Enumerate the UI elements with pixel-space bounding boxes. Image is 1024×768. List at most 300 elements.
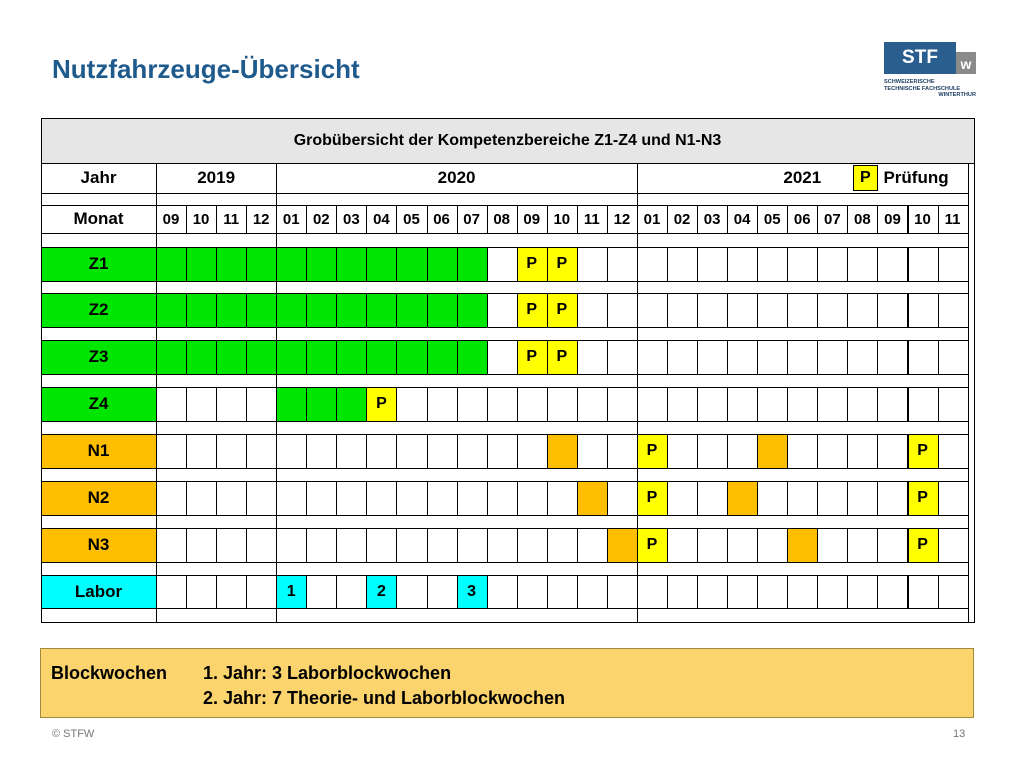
empty-cell [607,247,638,282]
month-header: 11 [583,210,600,228]
block-cell [306,293,337,328]
footer-copyright: © STFW [52,728,95,740]
empty-cell [787,481,818,516]
block-cell [607,528,638,563]
exam-marker: P [646,489,658,506]
month-header: 01 [282,210,300,228]
spacer-cell [637,421,969,435]
empty-cell [637,247,668,282]
block-cell [727,481,758,516]
empty-cell [697,247,728,282]
empty-cell [577,293,608,328]
empty-cell [757,387,788,422]
empty-cell [457,528,488,563]
spacer-cell [41,608,157,623]
empty-cell [577,528,608,563]
empty-cell [757,293,788,328]
empty-cell [877,481,908,516]
spacer-cell [637,515,969,529]
empty-cell [637,575,668,609]
row-label-z2: Z2 [88,300,109,319]
month-header: 05 [403,210,420,228]
block-cell [186,247,217,282]
empty-cell [487,434,518,469]
spacer-cell [156,327,277,341]
empty-cell [427,528,458,563]
logo-line-3: WINTERTHUR [938,92,976,99]
empty-cell [156,575,187,609]
exam-marker: P [556,301,568,318]
spacer-cell [276,421,638,435]
empty-cell [938,247,969,282]
empty-cell [156,434,187,469]
empty-cell [817,481,848,516]
empty-cell [517,434,548,469]
empty-cell [787,387,818,422]
empty-cell [938,481,969,516]
empty-cell [877,434,908,469]
empty-cell [757,481,788,516]
spacer-cell [156,608,277,623]
empty-cell [908,247,939,282]
lab-block-number: 2 [376,582,386,600]
empty-cell [487,293,518,328]
exam-marker: P [917,442,928,459]
empty-cell [877,387,908,422]
empty-cell [938,387,969,422]
month-header: 12 [252,210,270,228]
empty-cell [817,293,848,328]
empty-cell [787,293,818,328]
empty-cell [457,434,488,469]
block-cell [427,293,458,328]
empty-cell [938,293,969,328]
block-cell [186,293,217,328]
month-header: 07 [463,210,480,228]
spacer-cell [276,327,638,341]
empty-cell [817,247,848,282]
exam-marker: P [646,442,658,459]
spacer-cell [276,468,638,482]
spacer-cell [156,515,277,529]
empty-cell [667,340,698,375]
exam-marker: P [526,348,538,365]
empty-cell [547,575,578,609]
empty-cell [817,575,848,609]
block-cell [787,528,818,563]
empty-cell [938,434,969,469]
month-header: 06 [433,210,450,228]
empty-cell [517,481,548,516]
spacer-cell [41,233,157,248]
block-cell [457,293,488,328]
empty-cell [757,575,788,609]
block-cell [276,340,307,375]
spacer-cell [41,562,157,576]
month-header: 11 [944,210,961,228]
empty-cell [727,247,758,282]
empty-cell [186,387,217,422]
logo-w-box: w [956,52,976,74]
blockwochen-note [40,648,974,718]
spacer-cell [637,562,969,576]
empty-cell [457,387,488,422]
spacer-cell [41,421,157,435]
table-title: Grobübersicht der Kompetenzbereiche Z1-Z4 und N1-N3 [293,131,722,149]
block-cell [246,293,277,328]
empty-cell [607,340,638,375]
spacer-cell [156,468,277,482]
empty-cell [757,340,788,375]
month-header: 10 [553,210,571,228]
spacer-cell [41,374,157,388]
empty-cell [577,340,608,375]
block-cell [757,434,788,469]
block-cell [336,340,367,375]
empty-cell [847,387,878,422]
note-key: Blockwochen [51,663,168,683]
year-label: Jahr [80,168,117,187]
exam-marker: P [646,536,658,553]
empty-cell [246,434,277,469]
empty-cell [336,575,367,609]
spacer-cell [637,233,969,248]
empty-cell [817,340,848,375]
month-header: 02 [673,210,691,228]
empty-cell [487,387,518,422]
empty-cell [457,481,488,516]
empty-cell [427,481,458,516]
block-cell [306,340,337,375]
note-line-2: 2. Jahr: 7 Theorie- und Laborblockwochen [203,688,566,708]
empty-cell [877,575,908,609]
empty-cell [787,575,818,609]
exam-marker: P [376,395,387,412]
empty-cell [908,293,939,328]
empty-cell [727,528,758,563]
empty-cell [667,434,698,469]
empty-cell [156,387,187,422]
spacer-cell [637,327,969,341]
empty-cell [727,575,758,609]
block-cell [216,293,247,328]
block-cell [457,247,488,282]
legend-exam-label: Prüfung [883,168,949,187]
lab-block-number: 3 [467,582,477,600]
empty-cell [517,575,548,609]
block-cell [396,247,427,282]
spacer-cell [41,515,157,529]
logo-line-2: TECHNISCHE FACHSCHULE [884,85,961,92]
empty-cell [877,293,908,328]
empty-cell [427,434,458,469]
empty-cell [727,434,758,469]
block-cell [366,247,397,282]
month-header: 02 [312,210,330,228]
empty-cell [246,528,277,563]
empty-cell [246,575,277,609]
block-cell [186,340,217,375]
row-label-labor: Labor [74,581,123,601]
empty-cell [667,528,698,563]
empty-cell [697,528,728,563]
empty-cell [246,481,277,516]
block-cell [246,340,277,375]
block-cell [427,340,458,375]
empty-cell [517,528,548,563]
empty-cell [697,387,728,422]
block-cell [246,247,277,282]
empty-cell [817,387,848,422]
empty-cell [607,434,638,469]
spacer-cell [41,327,157,341]
month-header: 01 [643,210,661,228]
block-cell [427,247,458,282]
empty-cell [787,434,818,469]
legend-exam-symbol: P [860,168,871,186]
month-header: 07 [823,210,841,228]
month-header: 04 [733,210,751,228]
empty-cell [276,434,307,469]
row-label-z1: Z1 [88,254,109,273]
month-header: 04 [373,210,390,228]
empty-cell [577,247,608,282]
empty-cell [577,575,608,609]
empty-cell [667,247,698,282]
empty-cell [396,481,427,516]
empty-cell [156,481,187,516]
row-label-n3: N3 [87,535,110,554]
empty-cell [487,481,518,516]
month-header: 06 [793,210,811,228]
block-cell [396,340,427,375]
empty-cell [487,340,518,375]
logo-stf-box: STF [884,42,956,74]
stfw-logo [884,42,976,106]
exam-marker: P [556,255,568,272]
empty-cell [336,481,367,516]
page-number: 13 [953,728,966,740]
block-cell [366,340,397,375]
empty-cell [727,340,758,375]
empty-cell [697,481,728,516]
month-header: 08 [493,210,511,228]
empty-cell [156,528,187,563]
empty-cell [306,434,337,469]
row-label-z4: Z4 [88,394,109,413]
empty-cell [607,387,638,422]
month-header: 10 [914,210,931,228]
empty-cell [396,434,427,469]
block-cell [336,387,367,422]
empty-cell [607,293,638,328]
empty-cell [306,575,337,609]
spacer-cell [637,468,969,482]
lab-block-number: 1 [286,582,296,600]
spacer-cell [276,562,638,576]
block-cell [336,293,367,328]
empty-cell [847,528,878,563]
empty-cell [577,387,608,422]
block-cell [156,340,187,375]
empty-cell [186,575,217,609]
empty-cell [817,528,848,563]
empty-cell [396,387,427,422]
logo-line-1: SCHWEIZERISCHE [884,79,935,85]
spacer-cell [276,233,638,248]
row-label-n2: N2 [87,488,110,507]
empty-cell [547,528,578,563]
empty-cell [757,247,788,282]
row-label-z3: Z3 [88,347,109,366]
empty-cell [547,481,578,516]
empty-cell [396,575,427,609]
spacer-cell [276,515,638,529]
block-cell [396,293,427,328]
month-header: 11 [223,210,240,228]
block-cell [276,293,307,328]
empty-cell [637,387,668,422]
page-title: Nutzfahrzeuge-Übersicht [52,54,360,84]
month-header: 08 [854,210,871,228]
exam-marker: P [526,301,538,318]
empty-cell [637,293,668,328]
empty-cell [787,247,818,282]
empty-cell [487,575,518,609]
note-line-1: 1. Jahr: 3 Laborblockwochen [203,663,452,683]
empty-cell [306,481,337,516]
empty-cell [276,528,307,563]
empty-cell [607,575,638,609]
spacer-cell [156,374,277,388]
month-header: 03 [343,210,360,228]
empty-cell [847,481,878,516]
exam-marker: P [556,348,568,365]
empty-cell [336,434,367,469]
month-header: 09 [523,210,541,228]
empty-cell [908,387,939,422]
empty-cell [517,387,548,422]
empty-cell [487,528,518,563]
empty-cell [787,340,818,375]
block-cell [366,293,397,328]
empty-cell [396,528,427,563]
exam-marker: P [917,536,928,553]
empty-cell [877,247,908,282]
empty-cell [577,434,608,469]
empty-cell [697,340,728,375]
month-label: Monat [73,209,124,228]
empty-cell [727,387,758,422]
empty-cell [547,387,578,422]
empty-cell [727,293,758,328]
month-header: 10 [192,210,210,228]
year-label-2020: 2020 [437,168,476,187]
block-cell [457,340,488,375]
empty-cell [938,575,969,609]
logo-subtitle [884,79,976,99]
empty-cell [186,434,217,469]
empty-cell [877,340,908,375]
block-cell [336,247,367,282]
empty-cell [487,247,518,282]
block-cell [276,247,307,282]
block-cell [306,387,337,422]
empty-cell [366,434,397,469]
block-cell [156,293,187,328]
empty-cell [216,575,247,609]
empty-cell [667,387,698,422]
month-header: 09 [162,210,180,228]
block-cell [216,247,247,282]
empty-cell [908,575,939,609]
empty-cell [427,387,458,422]
empty-cell [216,481,247,516]
spacer-cell [276,374,638,388]
block-cell [156,247,187,282]
empty-cell [697,434,728,469]
empty-cell [847,247,878,282]
empty-cell [908,340,939,375]
empty-cell [637,340,668,375]
exam-marker: P [526,255,538,272]
row-label-n1: N1 [87,441,110,460]
empty-cell [366,481,397,516]
empty-cell [667,575,698,609]
empty-cell [817,434,848,469]
empty-cell [847,340,878,375]
month-header: 05 [763,210,781,228]
block-cell [306,247,337,282]
month-header: 03 [703,210,721,228]
empty-cell [186,528,217,563]
spacer-cell [156,233,277,248]
empty-cell [938,340,969,375]
empty-cell [336,528,367,563]
spacer-cell [156,562,277,576]
empty-cell [216,434,247,469]
spacer-cell [41,468,157,482]
empty-cell [847,575,878,609]
block-cell [216,340,247,375]
empty-cell [697,575,728,609]
empty-cell [306,528,337,563]
empty-cell [427,575,458,609]
empty-cell [607,481,638,516]
block-cell [577,481,608,516]
block-cell [276,387,307,422]
month-header: 12 [613,210,631,228]
empty-cell [757,528,788,563]
spacer-cell [637,608,969,623]
empty-cell [877,528,908,563]
empty-cell [938,528,969,563]
empty-cell [246,387,277,422]
empty-cell [667,293,698,328]
spacer-cell [637,374,969,388]
empty-cell [847,293,878,328]
empty-cell [276,481,307,516]
empty-cell [366,528,397,563]
month-header: 09 [884,210,901,228]
spacer-cell [276,608,638,623]
empty-cell [186,481,217,516]
year-label-2019: 2019 [197,168,236,187]
spacer-cell [156,421,277,435]
exam-marker: P [917,489,928,506]
empty-cell [216,387,247,422]
year-label-2021: 2021 [783,168,822,187]
